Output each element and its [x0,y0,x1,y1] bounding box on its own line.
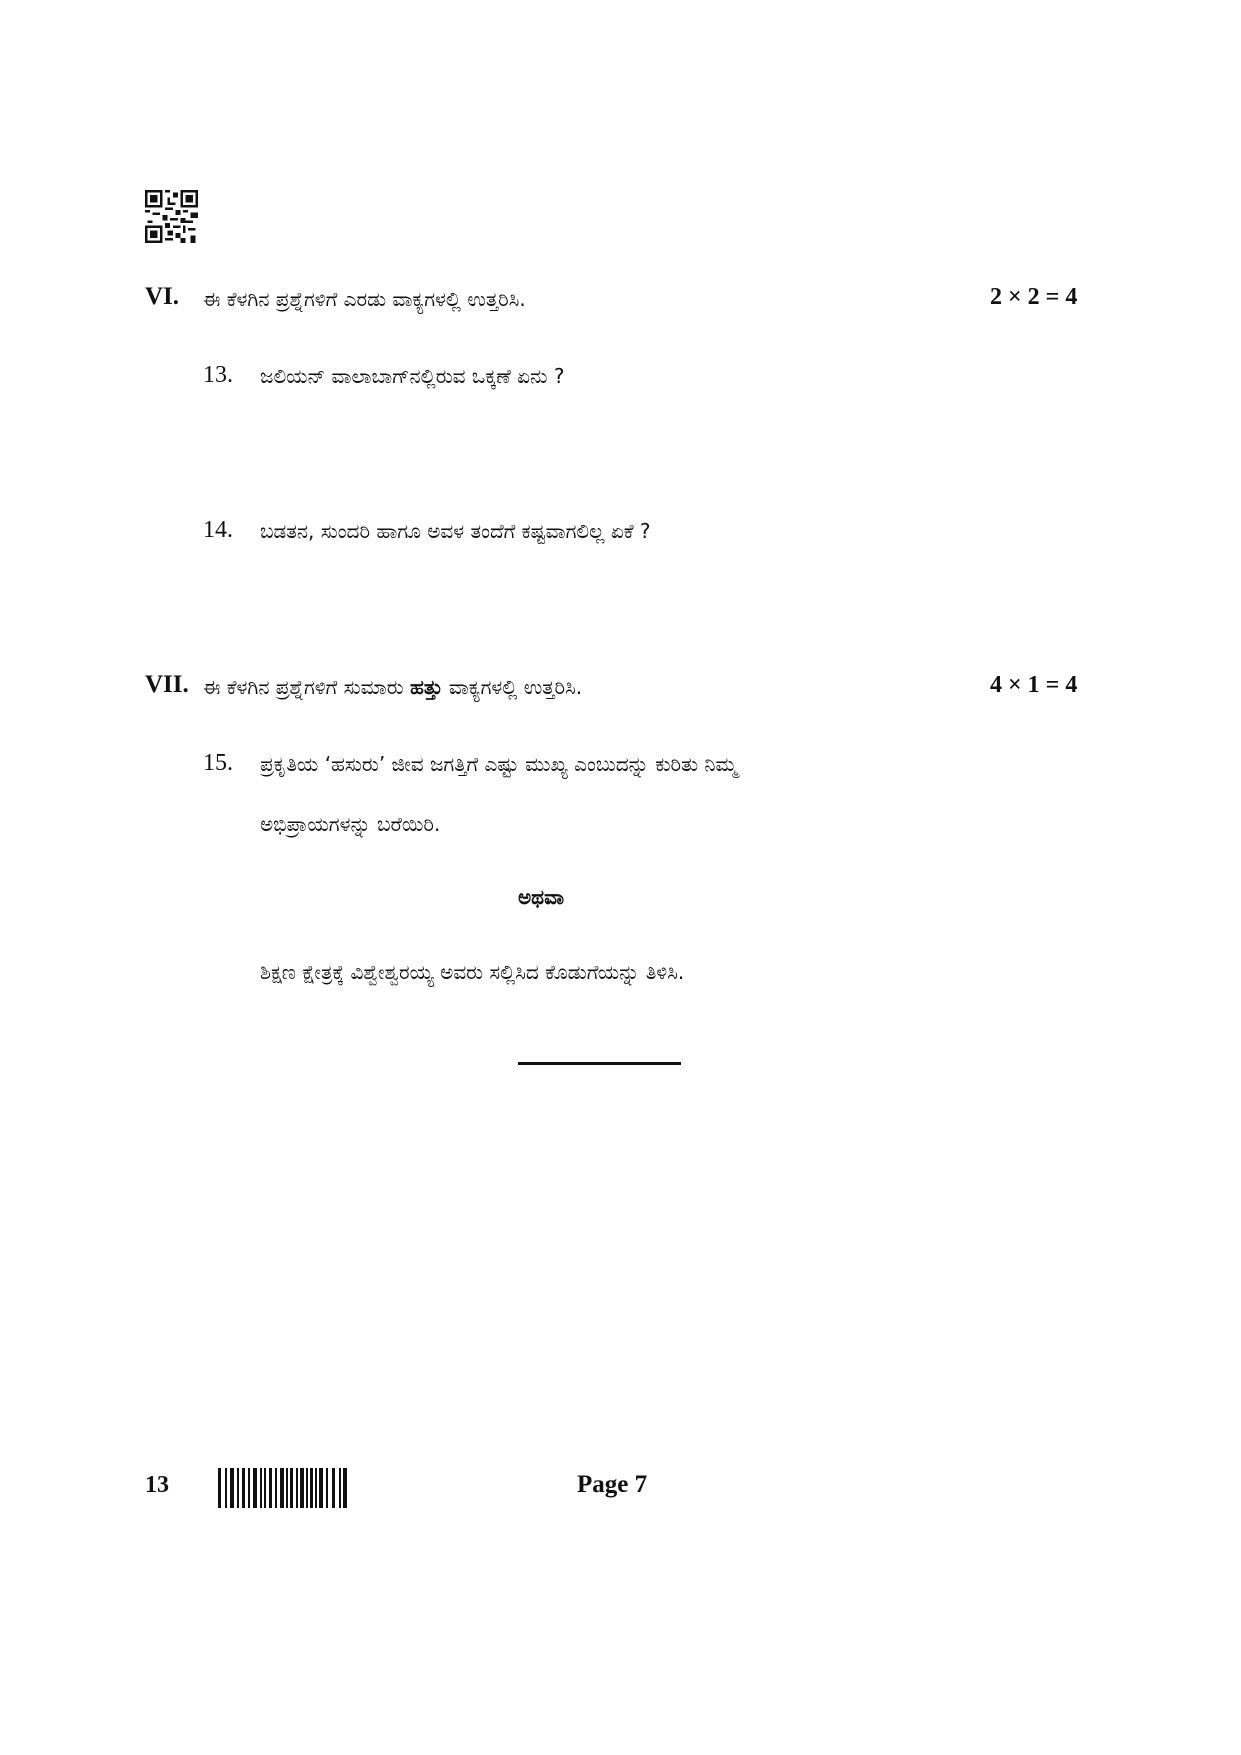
instruction-text-pre: ಈ ಕೆಳಗಿನ ಪ್ರಶ್ನೆಗಳಿಗೆ ಸುಮಾರು [203,675,411,699]
instruction-text-bold: ಹತ್ತು [410,675,443,699]
paper-code: 13 [145,1472,169,1498]
question-13-number: 13. [203,362,233,388]
question-15-text-line1: ಪ್ರಕೃತಿಯ ‘ಹಸುರು’ ಜೀವ ಜಗತ್ತಿಗೆ ಎಷ್ಟು ಮುಖ್ಯ ಎಂಬುದನ್ನು ಕುರಿತು ನಿಮ್ಮ [260,752,738,776]
section-vii-marks: 4 × 1 = 4 [990,672,1078,698]
question-15-number: 15. [203,750,233,776]
question-15-alternative: ಶಿಕ್ಷಣ ಕ್ಷೇತ್ರಕ್ಕೆ ವಿಶ್ವೇಶ್ವರಯ್ಯ ಅವರು ಸಲ್ಲಿಸಿದ ಕೊಡುಗೆಯನ್ನು ತಿಳಿಸಿ. [260,960,685,984]
barcode-icon [218,1468,350,1508]
page-number: Page 7 [577,1471,648,1498]
instruction-text-post: ವಾಕ್ಯಗಳಲ್ಲಿ ಉತ್ತರಿಸಿ. [442,675,583,699]
question-14-number: 14. [203,517,233,543]
section-number-vi: VI. [145,283,180,310]
qr-code-icon [145,190,198,243]
or-label: ಅಥವಾ [518,885,564,909]
question-14-text: ಬಡತನ, ಸುಂದರಿ ಹಾಗೂ ಅವಳ ತಂದೆಗೆ ಕಷ್ಟವಾಗಲಿಲ್ಲ ಏಕೆ ? [260,519,651,543]
section-vi-marks: 2 × 2 = 4 [990,284,1078,310]
section-vii-instruction [203,675,582,699]
end-divider [518,1062,681,1065]
section-vi-instruction: ಈ ಕೆಳಗಿನ ಪ್ರಶ್ನೆಗಳಿಗೆ ಎರಡು ವಾಕ್ಯಗಳಲ್ಲಿ ಉತ್ತರಿಸಿ. [203,287,526,311]
section-number-vii: VII. [145,671,189,698]
question-13-text: ಜಲಿಯನ್ ವಾಲಾಬಾಗ್‌ನಲ್ಲಿರುವ ಒಕ್ಕಣೆ ಏನು ? [260,364,565,388]
question-15-text-line2: ಅಭಿಪ್ರಾಯಗಳನ್ನು ಬರೆಯಿರಿ. [260,812,441,836]
